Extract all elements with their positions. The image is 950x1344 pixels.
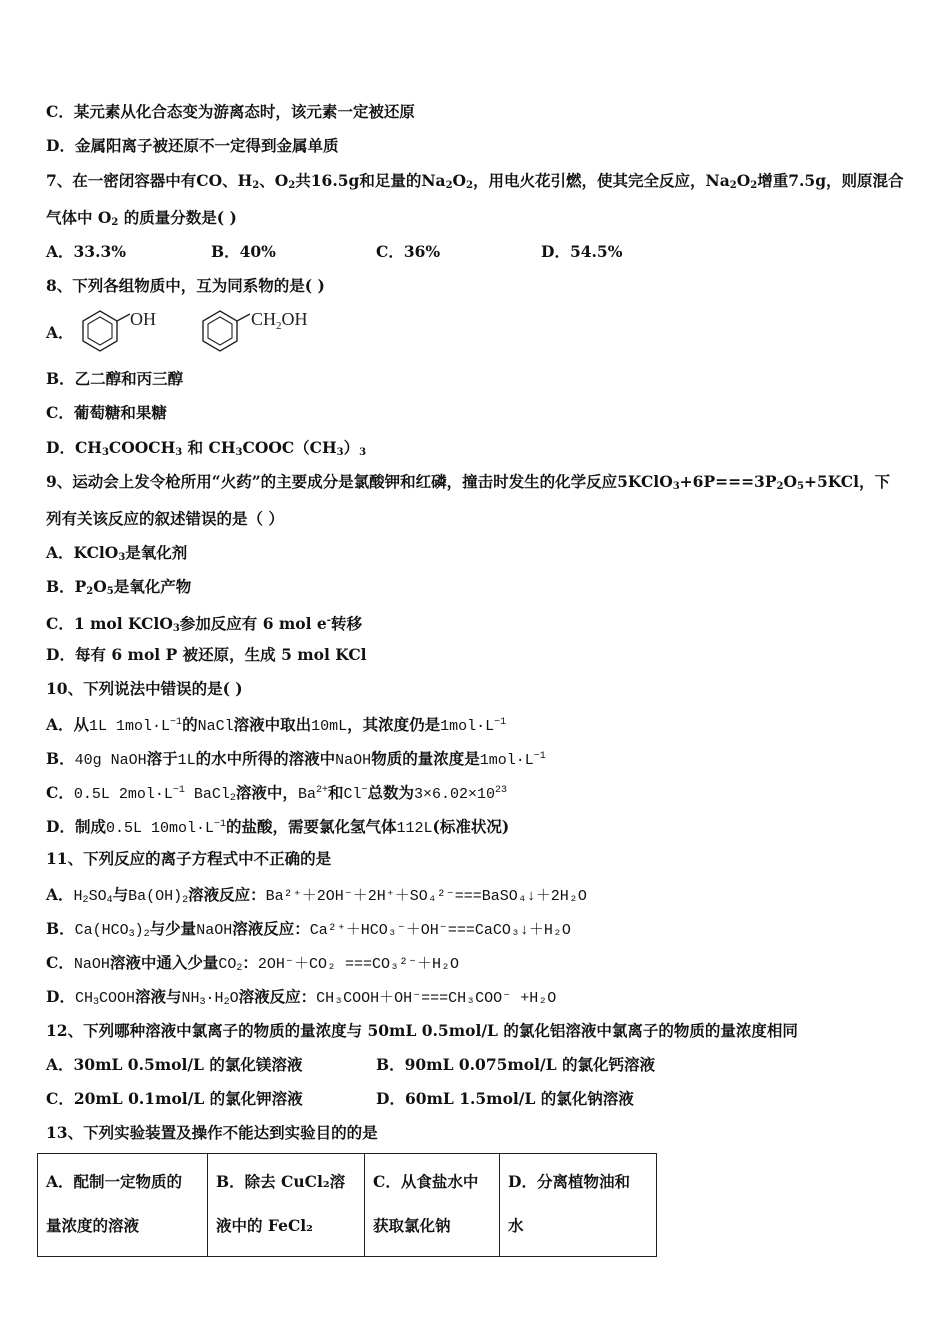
q12-option-a: A．30mL 0.5mol/L 的氯化镁溶液 xyxy=(46,1055,303,1074)
q10-option-c: C．0.5L $2mol\cdot L^{-1}$ BaCl$_2$溶液中，$Ba^{2+}$和Cl−总数为$3\times 6.02\times 10^{23}$ xyxy=(46,783,508,804)
q8-stem: 8、下列各组物质中，互为同系物的是( ) xyxy=(46,276,325,295)
q12-option-b: B．90mL 0.075mol/L 的氯化钙溶液 xyxy=(376,1055,656,1074)
q7-option-c: C．36% xyxy=(376,242,441,261)
q12-stem: 12、下列哪种溶液中氯离子的物质的量浓度与 50mL 0.5mol/L 的氯化铝溶液中氯离子的物质的量浓度相同 xyxy=(46,1021,798,1040)
q12-option-d: D．60mL 1.5mol/L 的氯化钠溶液 xyxy=(376,1089,634,1108)
q13-option-a: A．配制一定物质的 量浓度的溶液 xyxy=(38,1154,208,1257)
q9-option-b: B．$P_2O_5$是氧化产物 xyxy=(46,577,192,597)
q11-option-c: C．NaOH溶液中通入少量$CO_2$：2OH⁻＋CO₂ ===CO₃²⁻＋H₂O xyxy=(46,953,460,974)
q11-option-b: B．$Ca(HCO_3)_2$与少量NaOH溶液反应：Ca²⁺＋HCO₃⁻＋OH⁻===CaCO₃↓＋H₂O xyxy=(46,919,571,940)
q9-option-c: C．1 mol KClO$_3$参加反应有 6 mol e-转移 xyxy=(46,614,362,634)
q6-option-d: D．金属阳离子被还原不一定得到金属单质 xyxy=(46,136,339,155)
q7-stem: 7、在一密闭容器中有CO、$H_2$、$O_2$共16.5g和足量的$Na_2O_2$，用电火花引燃，使其完全反应，$Na_2O_2$增重7.5g，则原混合 xyxy=(46,171,904,191)
q6-option-c: C．某元素从化合态变为游离态时，该元素一定被还原 xyxy=(46,102,415,121)
q13-option-c: C．从食盐水中 获取氯化钠 xyxy=(365,1154,500,1257)
q7-option-d: D．54.5% xyxy=(541,242,623,261)
q8-option-a-label: A． xyxy=(46,323,74,342)
q10-option-b: B．40g NaOH溶于1L的水中所得的溶液中NaOH物质的量浓度是$1mol\cdot L^{-1}$ xyxy=(46,749,546,769)
phenol-oh-label: OH xyxy=(130,309,156,329)
q7-option-b: B．40% xyxy=(211,242,276,261)
q8-option-c: C．葡萄糖和果糖 xyxy=(46,403,167,422)
q13-options-table xyxy=(37,1153,657,1257)
q11-stem: 11、下列反应的离子方程式中不正确的是 xyxy=(46,849,332,868)
q13-stem: 13、下列实验装置及操作不能达到实验目的的是 xyxy=(46,1123,378,1142)
q13-option-b: B．除去 CuCl₂溶 液中的 FeCl₂ xyxy=(208,1154,365,1257)
q9-option-a: A．KClO$_3$是氧化剂 xyxy=(46,543,188,563)
benzyl-alcohol-structure xyxy=(190,306,330,356)
q12-option-c: C．20mL 0.1mol/L 的氯化钾溶液 xyxy=(46,1089,303,1108)
benzyl-ch2oh-label: $CH_2OH$ xyxy=(251,309,308,332)
q7-option-a: A．33.3% xyxy=(46,242,127,261)
q9-stem: 9、运动会上发令枪所用“火药”的主要成分是氯酸钾和红磷，撞击时发生的化学反应$5KClO_3+6P===3P_2O_5+5KCl$，下 xyxy=(46,472,891,492)
q11-option-a: A．$H_2SO_4$与$Ba(OH)_2$溶液反应：Ba²⁺＋2OH⁻＋2H⁺＋SO₄²⁻===BaSO₄↓＋2H₂O xyxy=(46,885,587,906)
q13-option-d: D．分离植物油和 水 xyxy=(500,1154,657,1257)
q8-option-b: B．乙二醇和丙三醇 xyxy=(46,369,184,388)
q10-stem: 10、下列说法中错误的是( ) xyxy=(46,679,243,698)
q9-stem-line2: 列有关该反应的叙述错误的是（ ） xyxy=(46,509,284,528)
q10-option-a: A．从1L $1mol\cdot L^{-1}$的NaCl溶液中取出10mL，其浓度仍是$1mol\cdot L^{-1}$ xyxy=(46,715,507,735)
phenol-structure xyxy=(70,306,170,356)
q11-option-d: D．$CH_3COOH$溶液与$NH_3\cdot H_2O$溶液反应：CH₃COOH＋OH⁻===CH₃COO⁻ +H₂O xyxy=(46,987,557,1008)
q7-stem-line2: 气体中 $O_2$ 的质量分数是( ) xyxy=(46,208,237,228)
q10-option-d: D．制成0.5L $10mol\cdot L^{-1}$的盐酸，需要氯化氢气体112L(标准状况) xyxy=(46,817,510,837)
q8-option-d: D．$CH_3COOCH_3$ 和 $CH_3COOC(CH_3)_3$ xyxy=(46,438,367,458)
q9-option-d: D．每有 6 mol P 被还原，生成 5 mol KCl xyxy=(46,645,367,664)
